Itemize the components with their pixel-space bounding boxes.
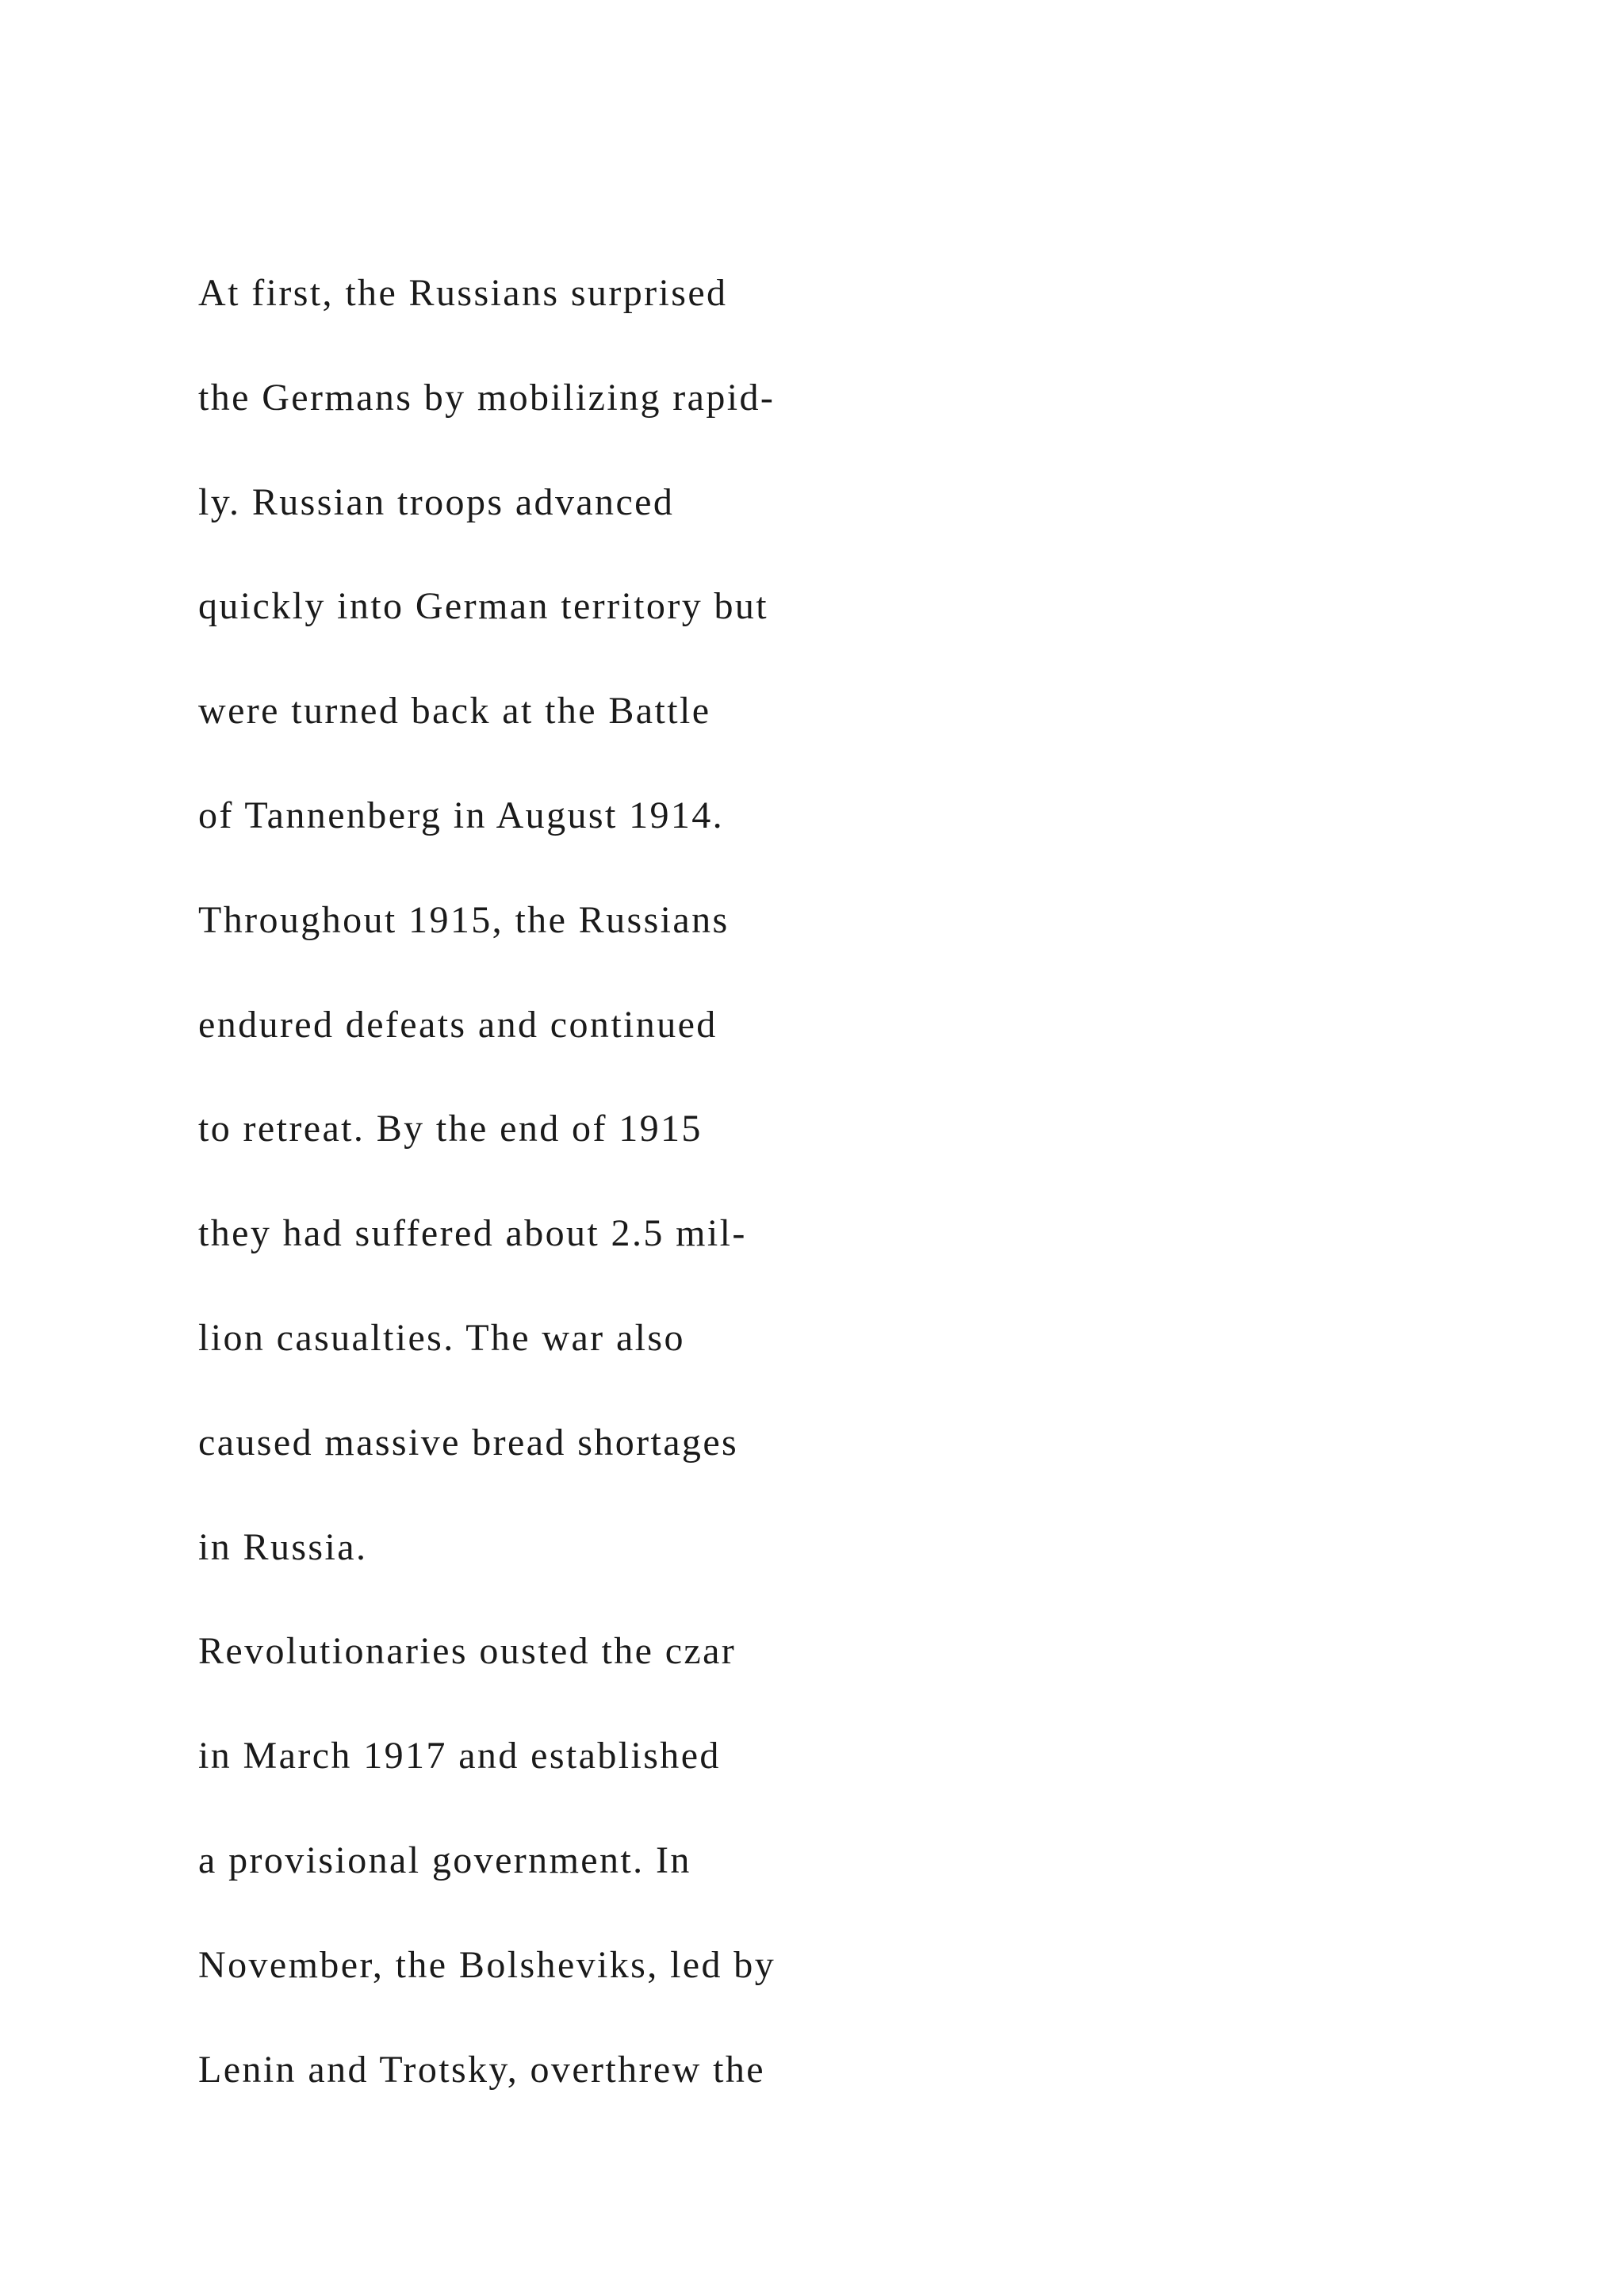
text-line: of Tannenberg in August 1914.: [198, 794, 725, 836]
text-line: the Germans by mobilizing rapid-: [198, 376, 776, 419]
text-line: ly. Russian troops advanced: [198, 480, 675, 523]
text-line: At first, the Russians surprised: [198, 272, 728, 314]
text-line: caused massive bread shortages: [198, 1421, 739, 1464]
text-line: were turned back at the Battle: [198, 690, 711, 733]
text-line: Throughout 1915, the Russians: [198, 898, 730, 941]
text-line: Revolutionaries ousted the czar: [198, 1630, 737, 1673]
text-line: in Russia.: [198, 1525, 368, 1568]
text-line: November, the Bolsheviks, led by: [198, 1943, 776, 1986]
body-text: [198, 274, 1308, 2155]
text-line: in March 1917 and established: [198, 1735, 721, 1777]
text-line: lion casualties. The war also: [198, 1316, 685, 1359]
text-line: to retreat. By the end of 1915: [198, 1108, 703, 1150]
text-line: a provisional government. In: [198, 1839, 691, 1881]
text-line: quickly into German territory but: [198, 585, 769, 628]
text-line: Lenin and Trotsky, overthrew the: [198, 2048, 765, 2091]
text-line: endured defeats and continued: [198, 1003, 718, 1046]
text-line: they had suffered about 2.5 mil-: [198, 1212, 747, 1255]
